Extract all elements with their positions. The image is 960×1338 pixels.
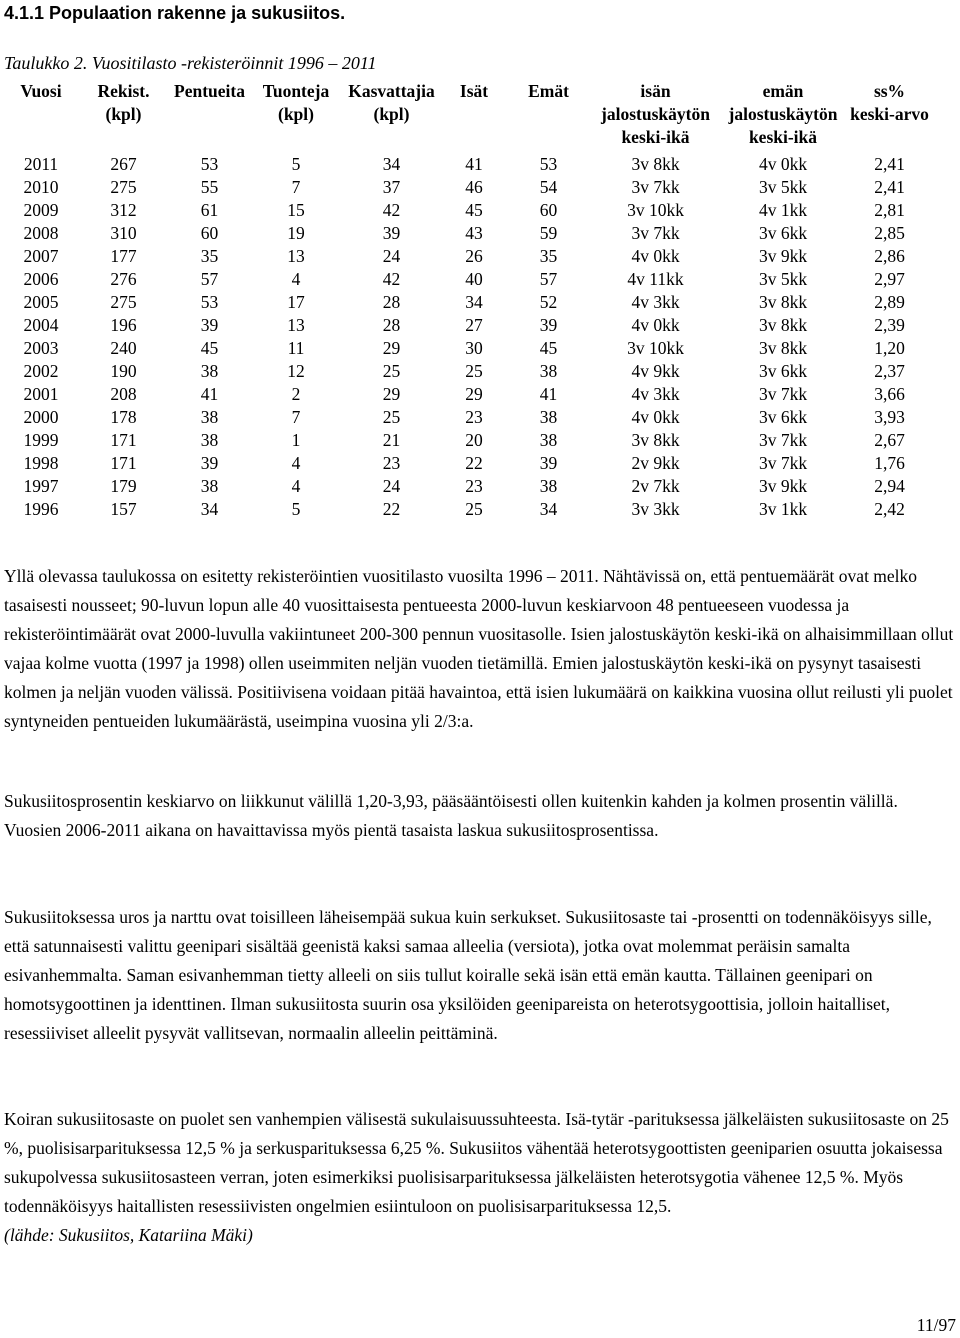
cell-dams: 39 xyxy=(539,453,558,473)
cell-dams: 54 xyxy=(539,177,558,197)
header-litters: Pentueita xyxy=(174,81,245,101)
cell-registered: 312 xyxy=(110,200,137,220)
cell-growers: 22 xyxy=(382,499,401,519)
cell-sires: 22 xyxy=(465,453,483,473)
cell-dams: 60 xyxy=(539,200,558,220)
cell-litters: 38 xyxy=(200,476,219,496)
cell-sire-age: 4v 0kk xyxy=(631,246,680,266)
cell-sire-age: 4v 3kk xyxy=(631,384,680,404)
cell-registered: 178 xyxy=(110,407,137,427)
page-number: 11/97 xyxy=(916,1315,956,1335)
table-row xyxy=(2,429,932,452)
cell-sires: 41 xyxy=(465,154,483,174)
cell-sire-age: 3v 8kk xyxy=(631,430,680,450)
cell-dams: 41 xyxy=(539,384,558,404)
cell-litters: 60 xyxy=(200,223,219,243)
cell-dam-age: 4v 1kk xyxy=(758,200,808,220)
cell-registered: 275 xyxy=(110,292,137,312)
header-registered: Rekist. (kpl) xyxy=(97,81,150,124)
header-sire-age: isän jalostuskäytön keski-ikä xyxy=(601,81,710,147)
cell-breeders: 7 xyxy=(291,177,301,197)
header-dam-age: emän jalostuskäytön keski-ikä xyxy=(728,81,838,147)
cell-coi: 3,66 xyxy=(874,384,905,404)
cell-litters: 39 xyxy=(200,315,219,335)
cell-breeders: 4 xyxy=(291,269,301,289)
paragraph-inbreeding-coefficient-text: Koiran sukusiitosaste on puolet sen vanhempien välisestä sukulaisuussuhteesta. Isä-tytär -parituksessa jälkeläisten sukusiitosaste on 25 %, puolisisarparituksessa 12,5 % ja serkusparituksessa 6,25 %. Sukusiitos vähentää heterotsygoottisten geeniparien osuutta jokaisessa sukupolvessa sukusiitosasteen verran, joten esimerkiksi puolisisarparituksessa jälkeläisten heterotsygotia vähenee 12,5 %. Myös todennäköisyys haitallisten resessiivisten ongelmien esiintuloon on puolisisarparituksessa 12,5. xyxy=(4,1109,949,1216)
cell-growers: 23 xyxy=(382,453,401,473)
cell-sire-age: 2v 9kk xyxy=(631,453,680,473)
cell-sire-age: 3v 7kk xyxy=(631,177,680,197)
cell-breeders: 1 xyxy=(291,430,301,450)
cell-litters: 38 xyxy=(200,430,219,450)
cell-coi: 2,39 xyxy=(874,315,905,335)
cell-year: 2002 xyxy=(23,361,59,381)
cell-coi: 1,20 xyxy=(874,338,905,358)
cell-sire-age: 4v 0kk xyxy=(631,407,680,427)
cell-growers: 34 xyxy=(382,154,401,174)
cell-registered: 177 xyxy=(110,246,137,266)
cell-dam-age: 3v 8kk xyxy=(758,292,808,312)
cell-coi: 2,41 xyxy=(874,154,905,174)
cell-year: 2005 xyxy=(23,292,59,312)
header-growers: Kasvattajia (kpl) xyxy=(348,81,435,124)
cell-litters: 35 xyxy=(200,246,219,266)
cell-sire-age: 3v 3kk xyxy=(631,499,680,519)
cell-dams: 45 xyxy=(539,338,558,358)
paragraph-inbreeding-definition: Sukusiitoksessa uros ja narttu ovat toisilleen läheisempää sukua kuin serkukset. Sukusiitosaste tai -prosentti on todennäköisyys sille, että satunnaisesti valittu geenipari sisältää geenistä kaksi samaa alleelia (versiota), jotka ovat molemmat peräisin samalta esivanhemmalta. Saman esivanhemman tietty alleeli on siis tullut koiralle sekä isän että emän kautta. Tällainen geenipari on homotsygoottinen ja identtinen. Ilman sukusiitosta suurin osa yksilöiden geenipareista on heterotsygoottisia, jolloin haitalliset, resessiiviset alleelit pysyvät vallitsevan, normaalin alleelin peittäminä. xyxy=(4,907,932,1043)
cell-sire-age: 3v 10kk xyxy=(627,200,684,220)
cell-litters: 53 xyxy=(200,292,219,312)
cell-sires: 45 xyxy=(465,200,483,220)
cell-litters: 45 xyxy=(200,338,219,358)
cell-growers: 24 xyxy=(382,246,401,266)
cell-breeders: 12 xyxy=(287,361,305,381)
table-row xyxy=(2,337,932,360)
cell-registered: 240 xyxy=(110,338,137,358)
cell-coi: 2,86 xyxy=(874,246,905,266)
cell-registered: 157 xyxy=(110,499,137,519)
cell-dams: 38 xyxy=(539,407,558,427)
cell-registered: 310 xyxy=(110,223,137,243)
cell-registered: 171 xyxy=(110,453,137,473)
cell-litters: 41 xyxy=(200,384,219,404)
cell-breeders: 15 xyxy=(287,200,305,220)
table-row xyxy=(2,360,932,383)
cell-dam-age: 3v 8kk xyxy=(758,315,808,335)
cell-sires: 26 xyxy=(465,246,483,266)
cell-dams: 59 xyxy=(539,223,558,243)
cell-year: 2008 xyxy=(23,223,59,243)
cell-breeders: 5 xyxy=(291,499,301,519)
cell-breeders: 5 xyxy=(291,154,301,174)
cell-dams: 39 xyxy=(539,315,558,335)
cell-sires: 29 xyxy=(465,384,483,404)
cell-dam-age: 4v 0kk xyxy=(758,154,808,174)
cell-coi: 3,93 xyxy=(874,407,905,427)
table-row xyxy=(2,222,932,245)
cell-coi: 2,81 xyxy=(874,200,905,220)
cell-dam-age: 3v 6kk xyxy=(758,223,808,243)
cell-sires: 30 xyxy=(465,338,483,358)
section-heading: 4.1.1 Populaation rakenne ja sukusiitos. xyxy=(4,3,346,23)
cell-dam-age: 3v 8kk xyxy=(758,338,808,358)
cell-coi: 2,37 xyxy=(874,361,905,381)
cell-growers: 39 xyxy=(382,223,401,243)
cell-sire-age: 3v 7kk xyxy=(631,223,680,243)
table-row xyxy=(2,245,932,268)
cell-registered: 275 xyxy=(110,177,137,197)
cell-registered: 190 xyxy=(110,361,137,381)
table-caption: Taulukko 2. Vuositilasto -rekisteröinnit 1996 – 2011 xyxy=(4,53,377,73)
cell-litters: 39 xyxy=(200,453,219,473)
cell-dams: 38 xyxy=(539,476,558,496)
cell-growers: 28 xyxy=(382,315,401,335)
cell-breeders: 2 xyxy=(291,384,301,404)
cell-breeders: 13 xyxy=(287,246,305,266)
cell-dam-age: 3v 7kk xyxy=(758,384,808,404)
cell-breeders: 4 xyxy=(291,453,301,473)
cell-breeders: 4 xyxy=(291,476,301,496)
cell-registered: 276 xyxy=(110,269,137,289)
table-row xyxy=(2,406,932,429)
header-sires: Isät xyxy=(459,81,489,101)
cell-sire-age: 4v 3kk xyxy=(631,292,680,312)
cell-dams: 53 xyxy=(539,154,558,174)
cell-breeders: 19 xyxy=(287,223,305,243)
table-row xyxy=(2,498,932,521)
cell-dams: 35 xyxy=(539,246,558,266)
table-row xyxy=(2,475,932,498)
cell-sires: 20 xyxy=(465,430,483,450)
cell-coi: 2,85 xyxy=(874,223,905,243)
cell-coi: 2,94 xyxy=(874,476,905,496)
cell-dam-age: 3v 6kk xyxy=(758,361,808,381)
cell-sire-age: 3v 10kk xyxy=(627,338,684,358)
cell-sires: 34 xyxy=(465,292,483,312)
cell-dams: 57 xyxy=(539,269,558,289)
cell-dam-age: 3v 9kk xyxy=(758,246,808,266)
table-row xyxy=(2,176,932,199)
cell-breeders: 17 xyxy=(287,292,305,312)
cell-sire-age: 4v 0kk xyxy=(631,315,680,335)
cell-registered: 179 xyxy=(110,476,137,496)
table-row xyxy=(2,452,932,475)
cell-sires: 46 xyxy=(465,177,483,197)
cell-year: 2011 xyxy=(23,154,59,174)
cell-growers: 29 xyxy=(382,384,401,404)
cell-breeders: 7 xyxy=(291,407,301,427)
cell-growers: 28 xyxy=(382,292,401,312)
cell-growers: 42 xyxy=(382,200,401,220)
cell-coi: 2,42 xyxy=(874,499,905,519)
cell-breeders: 11 xyxy=(287,338,305,358)
cell-growers: 25 xyxy=(382,361,401,381)
cell-sire-age: 3v 8kk xyxy=(631,154,680,174)
cell-registered: 196 xyxy=(110,315,137,335)
table-row xyxy=(2,268,932,291)
cell-dams: 34 xyxy=(539,499,558,519)
cell-year: 1998 xyxy=(23,453,59,473)
cell-sires: 23 xyxy=(465,476,483,496)
cell-dam-age: 3v 5kk xyxy=(758,177,808,197)
cell-registered: 171 xyxy=(110,430,137,450)
cell-growers: 25 xyxy=(382,407,401,427)
table-row xyxy=(2,383,932,406)
cell-year: 2003 xyxy=(23,338,59,358)
paragraph-inbreeding-coefficient xyxy=(4,1105,954,1250)
header-breeders: Tuonteja (kpl) xyxy=(262,81,330,124)
cell-sires: 25 xyxy=(465,361,483,381)
cell-year: 2009 xyxy=(23,200,59,220)
cell-dams: 52 xyxy=(539,292,558,312)
cell-registered: 267 xyxy=(110,154,137,174)
table-row xyxy=(2,199,932,222)
cell-year: 1996 xyxy=(23,499,59,519)
cell-sires: 40 xyxy=(465,269,483,289)
cell-coi: 2,97 xyxy=(874,269,905,289)
header-year: Vuosi xyxy=(20,81,62,101)
cell-coi: 2,89 xyxy=(874,292,905,312)
cell-year: 2000 xyxy=(23,407,59,427)
cell-dams: 38 xyxy=(539,430,558,450)
cell-growers: 24 xyxy=(382,476,401,496)
cell-sires: 25 xyxy=(465,499,483,519)
cell-breeders: 13 xyxy=(287,315,305,335)
registration-stats-table xyxy=(2,80,932,521)
cell-growers: 21 xyxy=(382,430,401,450)
cell-coi: 2,67 xyxy=(874,430,905,450)
cell-sire-age: 4v 9kk xyxy=(631,361,680,381)
cell-dam-age: 3v 9kk xyxy=(758,476,808,496)
cell-coi: 2,41 xyxy=(874,177,905,197)
table-row xyxy=(2,314,932,337)
header-dams: Emät xyxy=(528,81,569,101)
cell-sires: 23 xyxy=(465,407,483,427)
cell-year: 2001 xyxy=(23,384,59,404)
cell-growers: 42 xyxy=(382,269,401,289)
cell-litters: 38 xyxy=(200,361,219,381)
cell-sire-age: 2v 7kk xyxy=(631,476,680,496)
cell-litters: 38 xyxy=(200,407,219,427)
paragraph-coi-average: Sukusiitosprosentin keskiarvo on liikkunut välillä 1,20-3,93, pääsääntöisesti ollen kuitenkin kahden ja kolmen prosentin välillä. Vuosien 2006-2011 aikana on havaittavissa myös pientä tasaista laskua sukusiitosprosentissa. xyxy=(4,791,898,840)
cell-year: 2010 xyxy=(23,177,59,197)
cell-litters: 57 xyxy=(200,269,219,289)
cell-litters: 34 xyxy=(200,499,219,519)
paragraph-statistics: Yllä olevassa taulukossa on esitetty rekisteröintien vuositilasto vuosilta 1996 – 2011. Nähtävissä on, että pentuemäärät ovat melko tasaisesti nousseet; 90-luvun lopun alle 40 vuosittaisesta pentueesta 2000-luvun keskiarvoon 48 pentueeseen vuodessa ja rekisteröintimäärät ovat 2000-luvulla vakiintuneet 200-300 pennun vuositasolle. Isien jalostuskäytön keski-ikä on alhaisimmillaan ollut vajaa kolme vuotta (1997 ja 1998) ollen useimmiten neljän vuoden tietämillä. Emien jalostuskäytön keski-ikä on pysynyt tasaisesti kolmen ja neljän vuoden välissä. Positiivisena voidaan pitää havaintoa, että isien lukumäärä on kaikkina vuosina ollut reilusti yli puolet syntyneiden pentueiden lukumäärästä, useimpina vuosina yli 2/3:a. xyxy=(4,566,954,731)
cell-year: 2004 xyxy=(23,315,59,335)
cell-sires: 43 xyxy=(465,223,483,243)
cell-dam-age: 3v 5kk xyxy=(758,269,808,289)
cell-growers: 29 xyxy=(382,338,401,358)
table-header xyxy=(2,80,932,153)
cell-sires: 27 xyxy=(465,315,483,335)
cell-litters: 55 xyxy=(200,177,219,197)
header-coi: ss% keski-arvo xyxy=(850,81,929,124)
source-note: (lähde: Sukusiitos, Katariina Mäki) xyxy=(4,1225,253,1245)
cell-dams: 38 xyxy=(539,361,558,381)
cell-litters: 53 xyxy=(200,154,219,174)
cell-dam-age: 3v 7kk xyxy=(758,453,808,473)
cell-year: 2006 xyxy=(23,269,59,289)
cell-dam-age: 3v 6kk xyxy=(758,407,808,427)
table-body xyxy=(2,153,932,521)
cell-year: 1999 xyxy=(23,430,59,450)
cell-dam-age: 3v 7kk xyxy=(758,430,808,450)
table-row xyxy=(2,291,932,314)
cell-dam-age: 3v 1kk xyxy=(758,499,808,519)
cell-year: 2007 xyxy=(23,246,59,266)
table-row xyxy=(2,153,932,176)
cell-year: 1997 xyxy=(23,476,59,496)
cell-growers: 37 xyxy=(382,177,401,197)
cell-sire-age: 4v 11kk xyxy=(627,269,684,289)
cell-registered: 208 xyxy=(110,384,137,404)
cell-coi: 1,76 xyxy=(874,453,905,473)
cell-litters: 61 xyxy=(200,200,219,220)
